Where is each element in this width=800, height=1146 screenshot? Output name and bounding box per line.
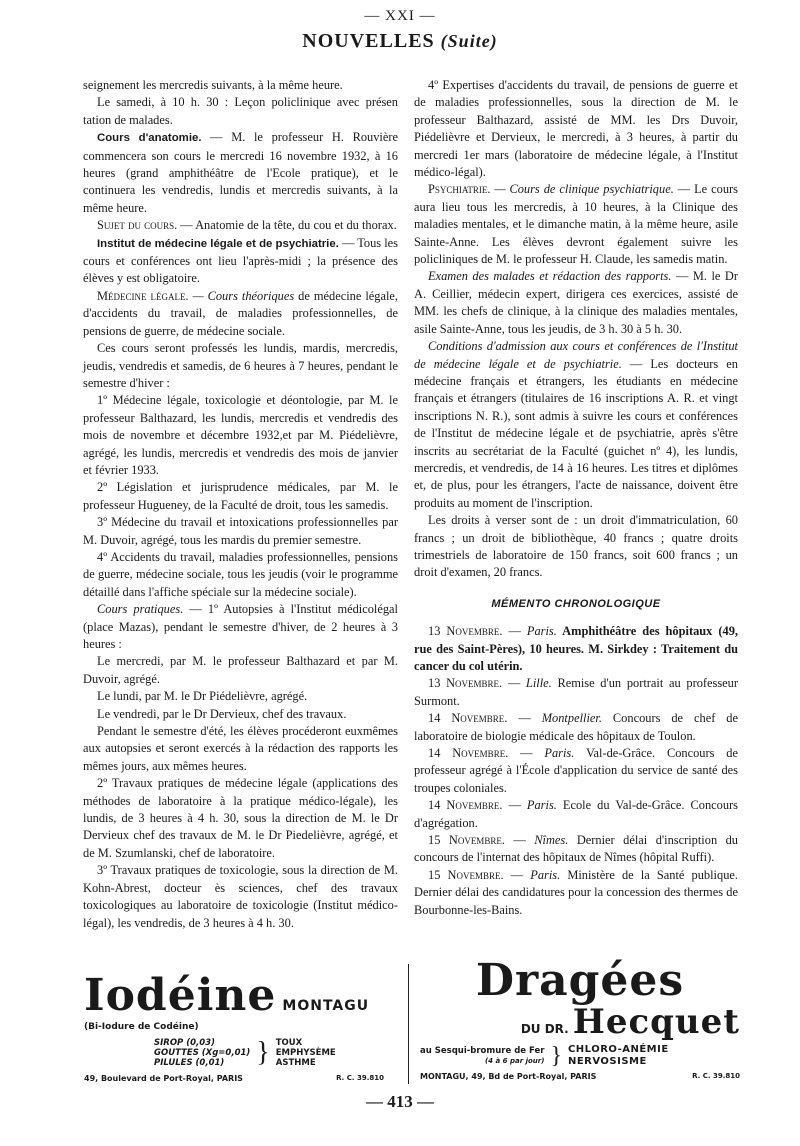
indication-item: ASTHME xyxy=(275,1058,316,1068)
entry-date: 15 Novembre. xyxy=(428,833,505,848)
paragraph-text: — M. le Dr A. Ceillier, médecin expert, dirigera ces exercices, assisté de MM. les chefs de clinique, à la clinique des maladies mentales, asile Sainte-Anne, tous les jeudis, de 3 h. 30 à 5 h. 30. xyxy=(414,269,738,336)
entry-text: Val-de-Grâce. Concours de professeur agrégé à l'École d'application du service de santé des troupes coloniales. xyxy=(414,746,738,795)
right-column xyxy=(414,77,738,919)
paragraph: 3º Médecine du travail et intoxications professionnelles par M. Duvoir, agrégé, tous les mardis du premier semestre. xyxy=(83,515,398,547)
paragraph xyxy=(83,235,398,288)
paragraph xyxy=(414,181,738,268)
paragraph-text: — Anatomie de la tête, du cou et du thorax. xyxy=(177,218,397,233)
iodeine-rc: R. C. 39.810 xyxy=(336,1074,384,1082)
paragraph-label: Institut de médecine légale et de psychiatrie. xyxy=(97,237,339,250)
hecquet-name: Hecquet xyxy=(572,1002,740,1042)
roman-page-number: — XXI — xyxy=(364,8,436,24)
dragees-footer xyxy=(420,1072,740,1081)
memento-entry: 14 Novembre. — Montpellier. Concours de chef de laboratoire de biologie médicale des hôpitaux de Toulon. xyxy=(414,711,738,743)
entry-city: Montpellier. xyxy=(541,711,602,726)
memento-entry: 15 Novembre. — Paris. Ministère de la Santé publique. Dernier délai des candidatures pour la concession des thermes de Bourbonne-les-Bains. xyxy=(414,867,738,917)
memento-entry: 13 Novembre. — Paris. Amphithéâtre des hôpitaux (49, rue des Saint-Pères), 10 heures. M. Sirkdey : Traitement du cancer du col utérin. xyxy=(414,624,738,673)
ad-divider xyxy=(408,964,409,1084)
form-item: PILULES (0,01) xyxy=(154,1058,225,1068)
paragraph: 1º Médecine légale, toxicologie et déontologie, par M. le professeur Balthazard, les lundis, mercredis et vendredis des mois de novembre et décembre 1932,et par M. Piédelièvre, agrégé, les lundis, mercredis et vendredis des mois de janvier et février 1933. xyxy=(83,393,398,477)
entry-city: Nîmes. xyxy=(534,833,569,848)
memento-entry: 13 Novembre. — Lille. Remise d'un portrait au professeur Surmont. xyxy=(414,676,738,708)
paragraph: Le vendredi, par le Dr Dervieux, chef des travaux. xyxy=(97,706,347,721)
dragees-rc: R. C. 39.810 xyxy=(692,1072,740,1080)
section-header xyxy=(0,30,800,53)
entry-city: Lille. xyxy=(525,676,552,691)
indication-item: NERVOSISME xyxy=(567,1056,647,1067)
entry-date: 13 Novembre. xyxy=(428,624,503,639)
paragraph: 2º Travaux pratiques de médecine légale (applications des méthodes de laboratoire à la pratique médico-légale), les lundis, de 3 heures à 4 h. 30, sous la direction de M. le Dr Dervieux chef des travaux de M. le Dr Piedelièvre, agrégé, et de M. Szumlanski, chef de laboratoire. xyxy=(83,776,398,860)
du-dr-label: DU DR. xyxy=(520,1022,569,1036)
paragraph: Le mercredi, par M. le professeur Balthazard et par M. Duvoir, agrégé. xyxy=(83,654,398,686)
paragraph: 4º Expertises d'accidents du travail, de pensions de guerre et de maladies professionnelles, sous la direction de M. le professeur Balthazard, assisté de MM. les Drs Duvoir, Piédelièvre et Dervieux, le mercredi, à 3 heures, à partir du mercredi 1er mars (laboratoire de médecine légale, à l'Institut médico-légal). xyxy=(414,78,738,180)
iodeine-brand-name: Iodéine xyxy=(84,970,277,1021)
dragees-compound: au Sesqui-bromure de Fer xyxy=(420,1046,545,1056)
paragraph: Pendant le semestre d'été, les élèves procéderont euxmêmes aux autopsies et seront exercés à la rédaction des rapports les mêmes jours, aux mêmes heures. xyxy=(83,724,398,773)
dragees-advertisement xyxy=(420,955,740,1084)
montagu-label: MONTAGU xyxy=(282,998,370,1015)
paragraph xyxy=(414,268,738,338)
dragees-brand-name: Dragées xyxy=(475,955,685,1006)
paragraph-label: Cours pratiques. xyxy=(97,602,184,617)
form-item: SIROP (0,03) xyxy=(154,1038,215,1048)
indication-item: TOUX xyxy=(275,1038,303,1048)
paragraph-text: — Tous les cours et conférences ont lieu l'après-midi ; la présence des élèves y est obligatoire. xyxy=(83,235,398,286)
paragraph-text: — Les docteurs en médecine français et étrangers, les étudiants en médecine français et étrangers (titulaires de 16 inscriptions A. R. et vingt inscriptions N. R.), sont admis à suivre les cours et conférences de l'Institut de médecine légale et de psychiatrie, après s'être inscrits au secrétariat de la Faculté (guichet nº 4), les lundis, mercredis, et vendredis, de 14 à 16 heures. Les titres et diplômes et, de plus, pour les étrangers, l'acte de naissance, doivent être produits au moment de l'inscription. xyxy=(414,356,739,510)
brace-icon: } xyxy=(550,1043,562,1069)
entry-city: Paris. xyxy=(526,624,557,639)
entry-city: Paris. xyxy=(530,867,561,882)
entry-date: 15 Novembre. xyxy=(428,867,504,882)
paragraph: Le samedi, à 10 h. 30 : Leçon policlinique avec présen tation de malades. xyxy=(83,95,398,127)
header-title: NOUVELLES xyxy=(302,30,435,52)
entry-date: 14 Novembre. xyxy=(428,711,508,726)
dragees-compound-block xyxy=(420,1046,544,1066)
paragraph-italic: — Cours théoriques xyxy=(188,288,295,303)
paragraph-text: — Le cours aura lieu tous les mercredis, à 10 heures, à la Clinique des maladies mentales, et le dimanche matin, à la même heure, asile Sainte-Anne. Les élèves devront également suivre les policliniques de M. le professeur H. Claude, les samedis matin. xyxy=(414,182,738,267)
paragraph: 3º Travaux pratiques de toxicologie, sous la direction de M. Kohn-Abrest, docteur ès sciences, chef des travaux toxicologiques au laboratoire de toxicologie (Institut médico-légal), les vendredis, de 3 heures à 4 h. 30. xyxy=(83,863,398,930)
indication-item: CHLORO-ANÉMIE xyxy=(567,1044,669,1055)
iodeine-subtitle: (Bi-Iodure de Codéine) xyxy=(84,1022,199,1032)
dragees-indications xyxy=(568,1044,669,1068)
dragees-dose: (4 à 6 par jour) xyxy=(484,1057,545,1065)
paragraph: Ces cours seront professés les lundis, mardis, mercredis, jeudis, vendredis et samedis, de 6 heures à 7 heures, pendant le semestre d'hiver : xyxy=(83,341,398,390)
paragraph xyxy=(83,217,398,234)
paragraph-text: — 1º Autopsies à l'Institut médicolégal (place Mazas), pendant le semestre d'hiver, de 2 heures à 3 heures : xyxy=(83,602,398,651)
paragraph-label: Cours d'anatomie. xyxy=(97,132,202,145)
dragees-details xyxy=(420,1044,740,1068)
iodeine-address: 49, Boulevard de Port-Royal, PARIS xyxy=(84,1074,243,1083)
paragraph xyxy=(83,129,398,217)
entry-city: Paris. xyxy=(544,746,575,761)
paragraph-label: Médecine légale. xyxy=(97,288,189,303)
entry-text: Ministère de la Santé publique. Dernier délai des candidatures pour la concession des thermes de Bourbonne-les-Bains. xyxy=(414,867,738,917)
paragraph-label: Psychiatrie. xyxy=(428,182,491,197)
indication-item: EMPHYSÈME xyxy=(275,1048,336,1058)
memento-entry: 14 Novembre. — Paris. Val-de-Grâce. Concours de professeur agrégé à l'École d'application du service de santé des troupes coloniales. xyxy=(414,746,738,795)
memento-entry: 15 Novembre. — Nîmes. Dernier délai d'inscription du concours de l'internat des hôpitaux de Nîmes (hôpital Ruffi). xyxy=(414,833,739,865)
dragees-doctor-line xyxy=(420,1002,740,1042)
entry-text: Ecole du Val-de-Grâce. Concours d'agrégation. xyxy=(414,798,738,830)
entry-text: Amphithéâtre des hôpitaux (49, rue des Saint-Pères), 10 heures. M. Sirkdey : Traitement du cancer du col utérin. xyxy=(414,624,738,673)
paragraph-label: Sujet du cours. xyxy=(97,218,178,233)
left-column xyxy=(83,77,398,932)
paragraph xyxy=(414,338,738,512)
paragraph xyxy=(83,288,398,340)
entry-text: Dernier délai d'inscription du concours de l'internat des hôpitaux de Nîmes (hôpital Ruffi). xyxy=(414,833,739,865)
iodeine-forms xyxy=(154,1038,250,1068)
paragraph-italic: — Cours de clinique psychiatrique. xyxy=(490,182,674,197)
paragraph-label: Conditions d'admission aux cours et conférences de l'Institut de médecine légale et de psychiatrie. xyxy=(414,339,738,371)
paragraph: 4º Accidents du travail, maladies professionnelles, pensions de guerre, médecine sociale, tous les jeudis (voir le programme détaillé dans l'affiche spéciale sur la médecine sociale). xyxy=(83,549,398,599)
entry-text: Remise d'un portrait au professeur Surmont. xyxy=(414,676,738,708)
paragraph: 2º Législation et jurisprudence médicales, par M. le professeur Hugueney, de la Faculté de droit, tous les samedis. xyxy=(83,480,398,512)
iodeine-indications xyxy=(276,1038,336,1068)
entry-date: 14 Novembre. xyxy=(428,798,503,813)
page-number: — 413 — xyxy=(366,1092,434,1111)
paragraph-text: de médecine légale, d'accidents du travail, de maladies professionnelles, de pensions de guerre, de médecine sociale. xyxy=(83,288,398,338)
paragraph: Les droits à verser sont de : un droit d'immatriculation, 60 francs ; un droit de bibliothèque, 40 francs ; quatre droits trimestriels de laboratoire de 150 francs, soit 600 francs ; un droit d'examen, 20 francs. xyxy=(414,513,738,580)
paragraph xyxy=(83,601,398,653)
entry-date: 14 Novembre. xyxy=(428,746,509,761)
entry-text: Concours de chef de laboratoire de biologie médicale des hôpitaux de Toulon. xyxy=(414,711,738,743)
iodeine-advertisement xyxy=(84,966,396,1084)
paragraph: seignement les mercredis suivants, à la même heure. xyxy=(83,78,343,92)
memento-title: MÉMENTO CHRONOLOGIQUE xyxy=(491,597,661,610)
memento-entry: 14 Novembre. — Paris. Ecole du Val-de-Grâce. Concours d'agrégation. xyxy=(414,798,738,830)
iodeine-footer xyxy=(84,1074,384,1083)
dragees-address: MONTAGU, 49, Bd de Port-Royal, PARIS xyxy=(420,1072,597,1081)
entry-date: 13 Novembre. xyxy=(428,676,503,691)
header-suite: (Suite) xyxy=(440,31,498,51)
form-item: GOUTTES (Xg=0,01) xyxy=(154,1048,251,1058)
brace-icon: } xyxy=(256,1037,270,1068)
iodeine-details xyxy=(154,1038,396,1068)
paragraph-label: Examen des malades et rédaction des rapports. xyxy=(428,269,672,284)
paragraph: Le lundi, par M. le Dr Piédelièvre, agrégé. xyxy=(97,689,308,704)
entry-city: Paris. xyxy=(526,798,557,813)
paragraph-text: — M. le professeur H. Rouvière commencera son cours le mercredi 16 novembre 1932, à 16 heures (grand amphithéâtre de l'Ecole pratique), et le continuera les vendredis, lundis et mercredis suivants, à la même heure. xyxy=(83,130,398,215)
